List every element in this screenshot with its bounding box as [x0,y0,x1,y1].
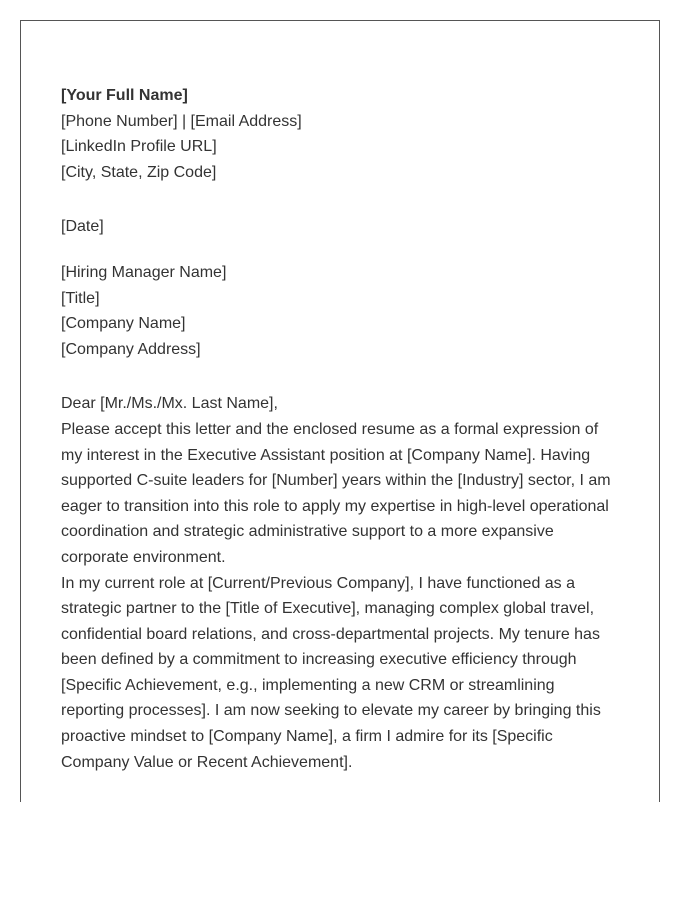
letter-page [20,20,660,802]
recipient-company: [Company Name] [61,315,186,333]
sender-block [61,83,621,185]
date-block [61,214,621,240]
salutation: Dear [Mr./Ms./Mx. Last Name], [61,395,278,413]
body-paragraph-1: Please accept this letter and the enclosed resume as a formal expression of my interest in the Executive Assistant position at [Company Name]. Having supported C-suite leaders for [Number] years within the [Industry] sector, I am eager to transition into this role to apply my expertise in high-level operational coordination and strategic administrative support to a more expansive corporate environment. [61,420,611,566]
body-paragraph-2: In my current role at [Current/Previous Company], I have functioned as a strategic partner to the [Title of Executive], managing complex global travel, confidential board relations, and cross-departmental projects. My tenure has been defined by a commitment to increasing executive efficiency through [Specific Achievement, e.g., implementing a new CRM or streamlining reporting processes]. I am now seeking to elevate my career by bringing this proactive mindset to [Company Name], a firm I admire for its [Specific Company Value or Recent Achievement]. [61,574,601,771]
letter-date: [Date] [61,218,104,236]
recipient-name: [Hiring Manager Name] [61,263,227,281]
sender-linkedin: [LinkedIn Profile URL] [61,138,217,156]
recipient-title: [Title] [61,289,100,307]
sender-contact: [Phone Number] | [Email Address] [61,112,302,130]
sender-location: [City, State, Zip Code] [61,163,217,181]
sender-name: [Your Full Name] [61,87,188,104]
letter-content [61,83,621,775]
salutation-block [61,391,621,417]
recipient-address: [Company Address] [61,340,201,358]
recipient-block [61,260,621,362]
